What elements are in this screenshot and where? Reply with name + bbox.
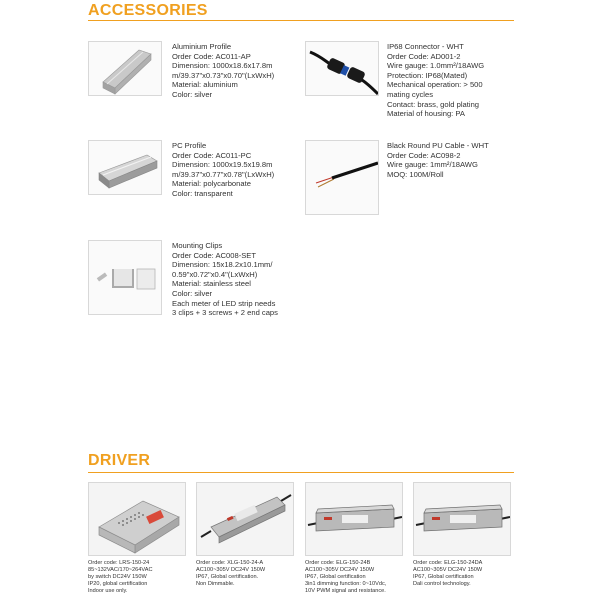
item-line: Dimension: 1000x19.5x19.8m [172, 160, 273, 170]
item-line: Material: polycarbonate [172, 179, 251, 189]
driver-line: IP67, Global certification [305, 573, 366, 580]
item-line: Protection: IP68(Mated) [387, 70, 468, 80]
pc-profile-details [172, 141, 274, 199]
mounting-clips-image [88, 240, 162, 315]
item-line: Order Code: AD001-2 [387, 51, 461, 61]
driver-elg-b-image [305, 482, 403, 556]
item-line: Color: silver [172, 288, 213, 298]
driver-heading: DRIVER [88, 452, 151, 469]
item-line: Order Code: AC008-SET [172, 250, 256, 260]
driver-line: Dali control technology. [413, 580, 471, 587]
driver-elg-da-image [413, 482, 511, 556]
item-line: Order Code: AC011-AP [172, 51, 251, 61]
driver-xlg-details [196, 560, 300, 588]
driver-xlg-image [196, 482, 294, 556]
item-name: IP68 Connector - WHT [387, 42, 464, 51]
driver-line: AC100~305V DC24V 150W [196, 566, 266, 573]
item-name: PC Profile [172, 141, 207, 150]
item-line: Each meter of LED strip needs [172, 298, 276, 308]
driver-divider [88, 472, 514, 473]
item-name: Aluminium Profile [172, 42, 232, 51]
driver-line: AC100~305V DC24V 150W [305, 566, 375, 573]
pu-cable-image [305, 140, 379, 215]
driver-line: Non Dimmable. [196, 580, 235, 587]
item-line: Material of housing: PA [387, 109, 465, 119]
item-line: Wire gauge: 1mm²/18AWG [387, 160, 478, 170]
driver-order-code: Order code: XLG-150-24-A [196, 560, 264, 566]
driver-line: IP20, global certification [88, 580, 148, 587]
driver-line: by switch DC24V 150W [88, 573, 147, 580]
driver-elg-da-details [413, 560, 517, 588]
item-line: Mechanical operation: > 500 [387, 80, 483, 90]
item-line: Order Code: AC098-2 [387, 150, 461, 160]
item-line: Order Code: AC011-PC [172, 150, 252, 160]
driver-elg-b-details [305, 560, 409, 595]
item-line: Color: silver [172, 89, 213, 99]
driver-lrs-details [88, 560, 192, 595]
item-line: Material: stainless steel [172, 279, 251, 289]
driver-line: 10V PWM signal and resistance. [305, 587, 386, 594]
driver-line: Indoor use only. [88, 587, 128, 594]
aluminium-profile-image [88, 41, 162, 96]
driver-line: IP67, Global certification. [196, 573, 259, 580]
mounting-clips-details [172, 241, 278, 318]
driver-line: IP67, Global certification [413, 573, 474, 580]
item-line: Contact: brass, gold plating [387, 99, 480, 109]
ip68-connector-details [387, 42, 484, 119]
item-line: 0.59"x0.72"x0.4"(LxWxH) [172, 269, 258, 279]
driver-order-code: Order code: LRS-150-24 [88, 560, 150, 566]
item-line: Dimension: 1000x18.6x17.8m [172, 61, 273, 71]
driver-line: AC100~305V DC24V 150W [413, 566, 483, 573]
pu-cable-details [387, 141, 489, 179]
driver-line: 3in1 dimming function: 0~10Vdc, [305, 580, 387, 587]
item-line: MOQ: 100M/Roll [387, 169, 444, 179]
driver-lrs-image [88, 482, 186, 556]
accessories-heading: ACCESSORIES [88, 2, 208, 19]
item-name: Black Round PU Cable - WHT [387, 141, 489, 150]
item-line: 3 clips + 3 screws + 2 end caps [172, 308, 278, 318]
item-line: Color: transparent [172, 188, 233, 198]
item-line: Wire gauge: 1.0mm²/18AWG [387, 61, 485, 71]
item-name: Mounting Clips [172, 241, 223, 250]
accessories-divider [88, 20, 514, 21]
item-line: Dimension: 15x18.2x10.1mm/ [172, 260, 273, 270]
item-line: m/39.37"x0.73"x0.70"(LxWxH) [172, 70, 275, 80]
driver-line: 85~132VAC/170~264VAC [88, 566, 153, 573]
ip68-connector-image [305, 41, 379, 96]
item-line: mating cycles [387, 89, 434, 99]
driver-order-code: Order code: ELG-150-24B [305, 560, 371, 566]
driver-order-code: Order code: ELG-150-24DA [413, 560, 483, 566]
pc-profile-image [88, 140, 162, 195]
item-line: Material: aluminium [172, 80, 238, 90]
item-line: m/39.37"x0.77"x0.78"(LxWxH) [172, 169, 275, 179]
aluminium-profile-details [172, 42, 274, 100]
